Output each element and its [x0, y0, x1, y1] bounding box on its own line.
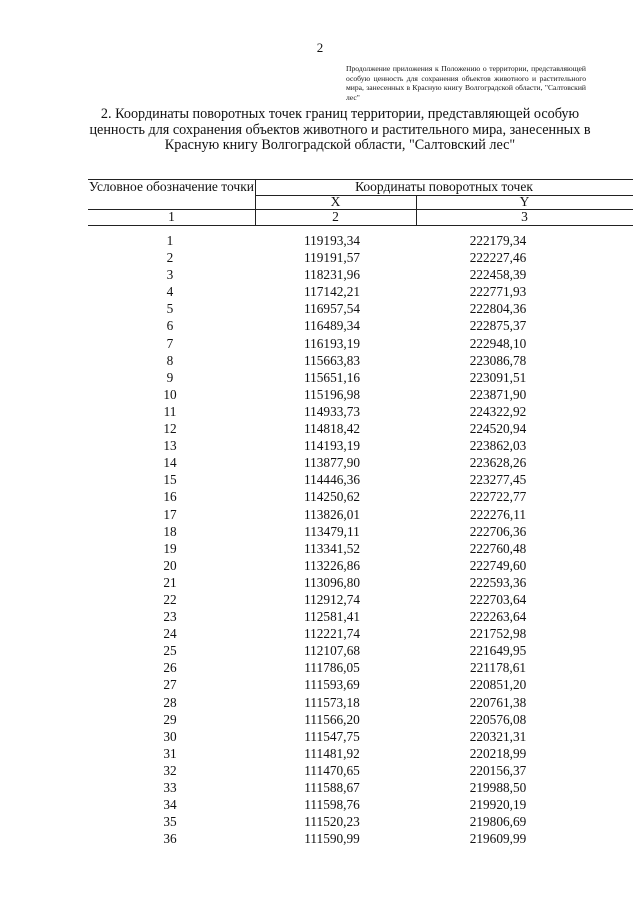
table-row: [0, 403, 640, 420]
coordinates-table-body: [0, 232, 640, 847]
table-row: [0, 369, 640, 386]
x-coordinate-cell: 111590,99: [304, 831, 360, 847]
point-id-cell: 23: [163, 609, 177, 625]
x-coordinate-cell: 111573,18: [304, 694, 360, 710]
point-id-cell: 29: [163, 711, 177, 727]
x-coordinate-cell: 118231,96: [303, 267, 361, 283]
y-coordinate-cell: 220156,37: [469, 762, 527, 778]
point-id-cell: 32: [163, 762, 177, 778]
point-id-cell: 8: [166, 352, 174, 368]
table-row: [0, 574, 640, 591]
y-coordinate-cell: 224520,94: [469, 421, 527, 437]
y-coordinate-cell: 223871,90: [469, 386, 527, 402]
point-id-cell: 3: [166, 267, 174, 283]
table-row: [0, 437, 640, 454]
table-row: [0, 762, 640, 779]
y-coordinate-cell: 223091,51: [469, 369, 527, 385]
table-row: [0, 232, 640, 249]
y-coordinate-cell: 223086,78: [469, 352, 527, 368]
y-coordinate-cell: 221752,98: [469, 626, 527, 642]
x-coordinate-cell: 116193,19: [303, 335, 361, 351]
point-id-cell: 19: [163, 540, 177, 556]
x-coordinate-cell: 113877,90: [303, 455, 361, 471]
point-id-cell: 14: [163, 455, 177, 471]
table-row: [0, 625, 640, 642]
point-id-cell: 4: [166, 284, 174, 300]
col-number-rule: [88, 225, 633, 226]
x-coordinate-cell: 113096,80: [303, 574, 361, 590]
x-coordinate-cell: 116489,34: [303, 318, 361, 334]
x-coordinate-cell: 111470,65: [304, 762, 360, 778]
y-coordinate-cell: 222771,93: [469, 284, 527, 300]
table-row: [0, 694, 640, 711]
x-coordinate-cell: 113226,86: [303, 557, 361, 573]
table-row: [0, 813, 640, 830]
point-id-cell: 5: [166, 301, 174, 317]
y-coordinate-cell: 220576,08: [469, 711, 527, 727]
y-coordinate-cell: 221178,61: [469, 660, 527, 676]
y-coordinate-cell: 222263,64: [469, 609, 527, 625]
x-coordinate-cell: 114933,73: [303, 403, 361, 419]
x-coordinate-cell: 111547,75: [304, 728, 360, 744]
x-coordinate-cell: 111598,76: [304, 797, 360, 813]
x-coordinate-cell: 113826,01: [303, 506, 361, 522]
table-row: [0, 728, 640, 745]
point-id-cell: 26: [163, 660, 177, 676]
y-coordinate-cell: 222875,37: [469, 318, 527, 334]
x-coordinate-cell: 116957,54: [303, 301, 361, 317]
x-coordinate-cell: 119193,34: [303, 233, 361, 248]
table-row: [0, 540, 640, 557]
table-row: [0, 386, 640, 403]
y-coordinate-cell: 219806,69: [469, 814, 527, 830]
table-row: [0, 608, 640, 625]
y-coordinate-cell: 221649,95: [469, 643, 527, 659]
y-coordinate-cell: 220761,38: [469, 694, 527, 710]
x-coordinate-cell: 111520,23: [304, 814, 360, 830]
section-heading: 2. Координаты поворотных точек границ территории, представляющей особую ценность для сохранения объектов животного и растительного мира, занесенных в Красную книгу Волгоградской области, "Салтовский лес": [89, 106, 591, 153]
y-coordinate-cell: 223862,03: [469, 438, 527, 454]
y-coordinate-cell: 222804,36: [469, 301, 527, 317]
point-id-cell: 20: [163, 557, 177, 573]
point-id-cell: 31: [163, 745, 177, 761]
y-coordinate-cell: 222179,34: [469, 233, 527, 248]
y-coordinate-cell: 222227,46: [469, 250, 527, 266]
point-column-header: Условное обозначение точки: [89, 179, 254, 194]
x-coordinate-cell: 111786,05: [304, 660, 360, 676]
continuation-note: Продолжение приложения к Положению о территории, представляющей особую ценность для сохранения объектов животного и растительного мира, занесенных в Красную книгу Волгоградской области, "Салтовский лес": [346, 64, 586, 102]
coordinates-table-header: [0, 0, 640, 230]
table-row: [0, 523, 640, 540]
point-id-cell: 17: [163, 506, 177, 522]
y-coordinate-cell: 222458,39: [469, 267, 527, 283]
point-id-cell: 27: [163, 677, 177, 693]
x-column-header: X: [330, 194, 341, 209]
table-row: [0, 779, 640, 796]
point-id-cell: 11: [163, 403, 177, 419]
point-id-cell: 24: [163, 626, 177, 642]
y-column-header: Y: [519, 194, 530, 209]
x-coordinate-cell: 117142,21: [303, 284, 361, 300]
point-id-cell: 15: [163, 472, 177, 488]
table-row: [0, 711, 640, 728]
table-row: [0, 642, 640, 659]
table-row: [0, 266, 640, 283]
col-number-2: 2: [332, 209, 339, 224]
x-coordinate-cell: 111481,92: [304, 745, 360, 761]
y-coordinate-cell: 220851,20: [469, 677, 527, 693]
table-row: [0, 488, 640, 505]
y-coordinate-cell: 222706,36: [469, 523, 527, 539]
table-row: [0, 352, 640, 369]
y-coordinate-cell: 222760,48: [469, 540, 527, 556]
table-row: [0, 420, 640, 437]
table-row: [0, 830, 640, 847]
x-coordinate-cell: 112107,68: [303, 643, 361, 659]
point-id-cell: 18: [163, 523, 177, 539]
y-coordinate-cell: 219920,19: [469, 797, 527, 813]
table-row: [0, 659, 640, 676]
point-id-cell: 22: [163, 591, 177, 607]
x-coordinate-cell: 114250,62: [303, 489, 361, 505]
table-row: [0, 300, 640, 317]
x-coordinate-cell: 119191,57: [303, 250, 361, 266]
point-id-cell: 25: [163, 643, 177, 659]
point-id-cell: 33: [163, 780, 177, 795]
table-row: [0, 796, 640, 813]
y-coordinate-cell: 222948,10: [469, 335, 527, 351]
y-coordinate-cell: 222703,64: [469, 591, 527, 607]
table-row: [0, 745, 640, 762]
table-row: [0, 283, 640, 300]
y-coordinate-cell: 223628,26: [469, 455, 527, 471]
point-id-cell: 34: [163, 797, 177, 813]
table-row: [0, 454, 640, 471]
x-coordinate-cell: 111593,69: [304, 677, 360, 693]
table-row: [0, 335, 640, 352]
point-id-cell: 36: [163, 831, 177, 847]
y-coordinate-cell: 222276,11: [469, 506, 527, 522]
y-coordinate-cell: 222749,60: [469, 557, 527, 573]
x-coordinate-cell: 113341,52: [303, 540, 361, 556]
y-coordinate-cell: 220218,99: [469, 745, 527, 761]
point-id-cell: 9: [166, 369, 174, 385]
x-coordinate-cell: 115651,16: [303, 369, 361, 385]
point-id-cell: 7: [166, 335, 174, 351]
table-row: [0, 471, 640, 488]
y-coordinate-cell: 222593,36: [469, 574, 527, 590]
x-coordinate-cell: 112581,41: [303, 609, 361, 625]
x-coordinate-cell: 114193,19: [303, 438, 361, 454]
x-coordinate-cell: 115663,83: [303, 352, 361, 368]
y-coordinate-cell: 219988,50: [469, 780, 527, 795]
col-number-1: 1: [168, 209, 175, 224]
x-coordinate-cell: 111588,67: [304, 780, 360, 795]
y-coordinate-cell: 220321,31: [469, 728, 527, 744]
point-id-cell: 28: [163, 694, 177, 710]
point-id-cell: 21: [163, 574, 177, 590]
table-row: [0, 317, 640, 334]
point-id-cell: 2: [166, 250, 174, 266]
y-coordinate-cell: 222722,77: [469, 489, 527, 505]
x-coordinate-cell: 111566,20: [304, 711, 360, 727]
point-id-cell: 6: [166, 318, 174, 334]
point-id-cell: 12: [163, 421, 177, 437]
point-id-cell: 16: [163, 489, 177, 505]
y-coordinate-cell: 224322,92: [469, 403, 527, 419]
point-id-cell: 1: [166, 233, 174, 248]
point-id-cell: 10: [163, 386, 177, 402]
x-coordinate-cell: 112221,74: [303, 626, 361, 642]
point-id-cell: 30: [163, 728, 177, 744]
table-row: [0, 506, 640, 523]
x-coordinate-cell: 112912,74: [303, 591, 361, 607]
point-id-cell: 13: [163, 438, 177, 454]
col-number-3: 3: [521, 209, 528, 224]
x-coordinate-cell: 114446,36: [303, 472, 361, 488]
x-coordinate-cell: 114818,42: [303, 421, 361, 437]
point-id-cell: 35: [163, 814, 177, 830]
coords-column-header: Координаты поворотных точек: [355, 179, 533, 194]
x-coordinate-cell: 115196,98: [303, 386, 361, 402]
table-row: [0, 249, 640, 266]
table-row: [0, 557, 640, 574]
page-number: 2: [316, 40, 324, 55]
table-row: [0, 591, 640, 608]
table-row: [0, 676, 640, 693]
x-coordinate-cell: 113479,11: [304, 523, 360, 539]
y-coordinate-cell: 219609,99: [469, 831, 527, 847]
y-coordinate-cell: 223277,45: [469, 472, 527, 488]
